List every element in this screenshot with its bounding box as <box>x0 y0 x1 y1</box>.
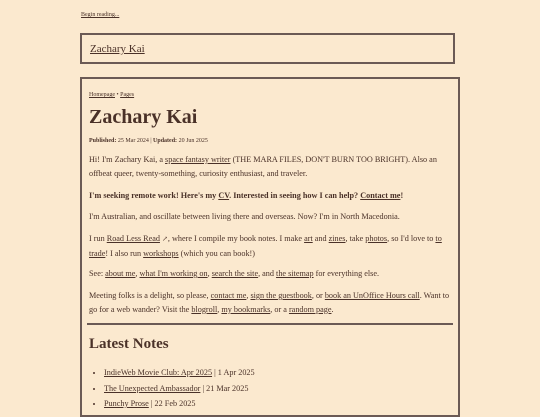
bookmarks-link[interactable]: my bookmarks <box>221 304 271 314</box>
photos-link[interactable]: photos <box>365 234 388 243</box>
list-item <box>104 366 255 380</box>
note-link[interactable]: IndieWeb Movie Club: Apr 2025 <box>104 368 213 377</box>
cv-link[interactable]: CV <box>218 191 230 200</box>
random-page-link[interactable]: random page <box>288 304 332 314</box>
note-date: 22 Feb 2025 <box>154 399 196 408</box>
remote-work-paragraph: I'm seeking remote work! Here's my CV. Interested in seeing how I can help? Contact me! <box>89 191 404 200</box>
main-content <box>80 77 460 417</box>
sitemap-link[interactable]: the sitemap <box>276 269 314 278</box>
working-on-link[interactable]: what I'm working on <box>139 269 208 278</box>
list-item <box>104 397 255 411</box>
breadcrumb-homepage-link[interactable]: Homepage <box>89 92 115 98</box>
page-title: Zachary Kai <box>89 106 198 128</box>
separator: | <box>214 368 216 377</box>
note-date: 21 Mar 2025 <box>206 383 249 393</box>
latest-notes-list <box>94 366 255 413</box>
separator: | <box>150 399 153 408</box>
search-site-link[interactable]: search the site <box>211 269 259 278</box>
see-also-paragraph: See: about me, what I'm working on, search the site, and the sitemap for everything else. <box>89 269 380 278</box>
breadcrumb-separator: • <box>116 92 119 98</box>
published-date: 25 Mar 2024 <box>117 138 149 144</box>
space-fantasy-writer-link[interactable]: space fantasy writer <box>165 155 231 164</box>
unoffice-hours-link[interactable]: book an UnOffice Hours call <box>324 291 420 300</box>
art-link[interactable]: art <box>304 234 313 243</box>
note-link[interactable]: The Unexpected Ambassador <box>104 383 201 393</box>
updated-date: 20 Jun 2025 <box>178 138 208 144</box>
workshops-link[interactable]: workshops <box>143 248 179 258</box>
section-divider <box>87 323 453 325</box>
site-title-link[interactable]: Zachary Kai <box>90 43 145 55</box>
skip-to-content-link[interactable]: Begin reading... <box>81 12 120 18</box>
updated-label: Updated: <box>153 138 178 144</box>
contact-me-link-2[interactable]: contact me <box>210 291 247 300</box>
external-link-icon: ↗ <box>162 235 168 243</box>
meeting-paragraph: Meeting folks is a delight, so please, contact me, sign the guestbook, or book an UnOffice Hours call. Want to go for a web wander? Visit the blogroll, my bookmarks, or a random page. <box>89 291 450 314</box>
blogroll-link[interactable]: blogroll <box>191 304 218 314</box>
note-link[interactable]: Punchy Prose <box>104 399 149 408</box>
projects-paragraph: I run Road Less Read ↗, where I compile my book notes. I make art and zines, take photos, so I'd love to to trade! I also run workshops (which you can book!) <box>89 234 442 258</box>
road-less-read-link[interactable]: Road Less Read <box>106 234 160 243</box>
list-item <box>104 382 255 396</box>
contact-me-link[interactable]: Contact me <box>360 191 401 200</box>
published-label: Published: <box>89 138 117 144</box>
about-me-link[interactable]: about me <box>105 269 136 278</box>
post-meta <box>89 138 208 144</box>
note-date: 1 Apr 2025 <box>217 368 255 377</box>
zines-link[interactable]: zines <box>328 234 346 243</box>
separator: | <box>202 383 205 393</box>
location-paragraph: I'm Australian, and oscillate between living there and overseas. Now? I'm in North Macedonia. <box>89 212 400 221</box>
meta-separator: | <box>150 138 152 144</box>
latest-notes-heading: Latest Notes <box>89 336 169 352</box>
intro-paragraph: Hi! I'm Zachary Kai, a space fantasy writer (THE MARA FILES, DON'T BURN TOO BRIGHT). Also an offbeat queer, twenty-something, curiosity enthusiast, and traveler. <box>89 155 437 178</box>
guestbook-link[interactable]: sign the guestbook <box>250 291 312 300</box>
breadcrumb <box>89 92 134 98</box>
site-header <box>80 33 455 64</box>
trade-link[interactable]: to trade <box>89 234 442 258</box>
breadcrumb-pages-link[interactable]: Pages <box>120 92 135 98</box>
